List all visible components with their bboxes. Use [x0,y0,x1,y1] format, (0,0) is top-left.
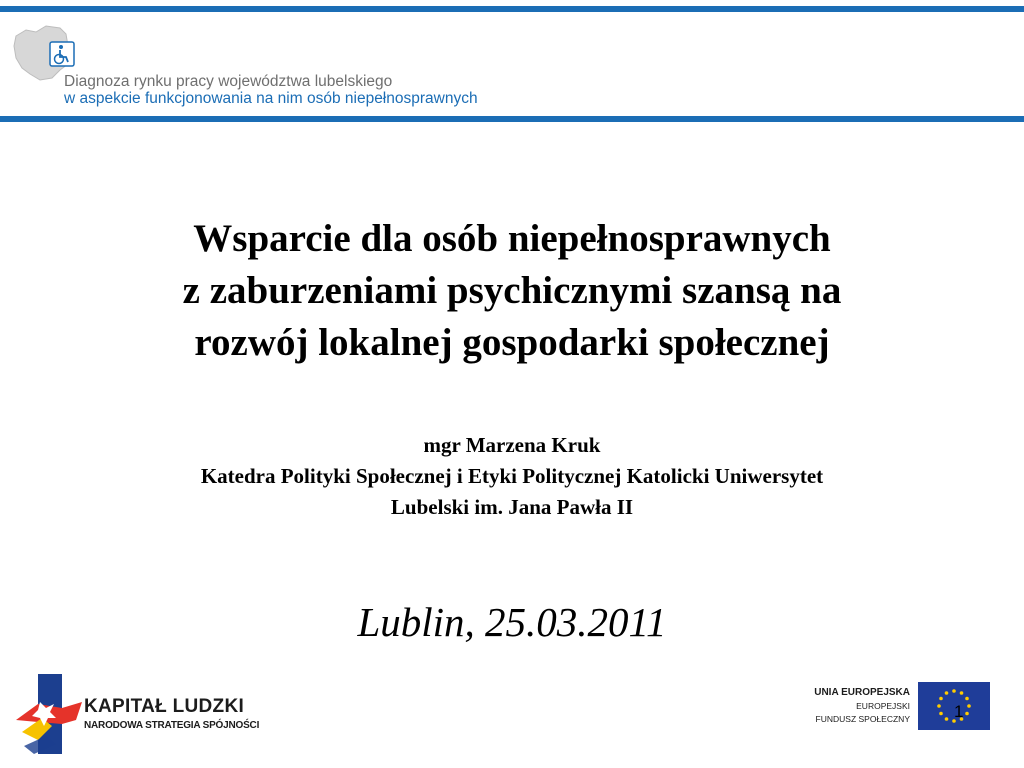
affiliation-line: Lubelski im. Jana Pawła II [390,495,634,519]
kapital-ludzki-name: KAPITAŁ LUDZKI [84,696,245,717]
header-title-line1: Diagnoza rynku pracy województwa lubelskiego [64,73,393,90]
header-top-band [0,6,1024,12]
eu-logo-text [814,686,910,726]
author-name: mgr Marzena Kruk [423,433,601,457]
place-date: Lublin, 25.03.2011 [357,599,667,645]
title-line: rozwój lokalnej gospodarki społecznej [194,321,830,364]
eu-line2: EUROPEJSKI [856,701,910,711]
affiliation-line: Katedra Polityki Społecznej i Etyki Politycznej Katolicki Uniwersytet [200,464,824,488]
header-bottom-band [0,116,1024,122]
title-line: z zaburzeniami psychicznymi szansą na [182,269,842,312]
eu-line3: FUNDUSZ SPOŁECZNY [815,714,910,724]
author-block [60,430,964,523]
eu-line1: UNIA EUROPEJSKA [814,687,910,698]
page-number: 1 [954,702,964,721]
header-title-line2: w aspekcie funkcjonowania na nim osób niepełnosprawnych [64,90,478,107]
kapital-ludzki-subtitle: NARODOWA STRATEGIA SPÓJNOŚCI [84,720,260,731]
kapital-ludzki-logo-icon [16,674,82,754]
slide-title [60,213,964,369]
title-line: Wsparcie dla osób niepełnosprawnych [193,217,831,260]
